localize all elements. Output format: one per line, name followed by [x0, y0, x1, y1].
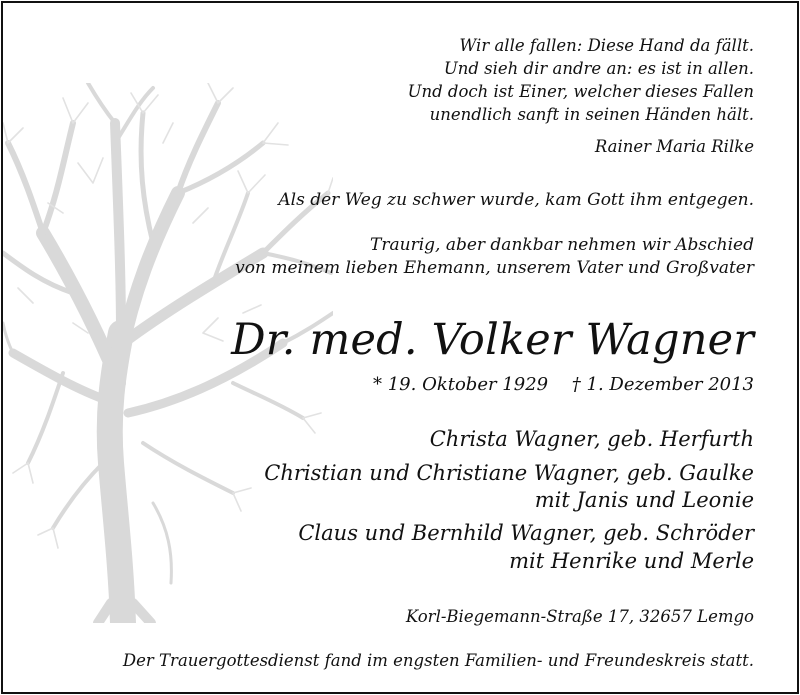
- obituary-notice: [1, 1, 799, 694]
- address: Korl-Biegemann-Straße 17, 32657 Lemgo: [405, 607, 754, 626]
- poem-line-3: Und doch ist Einer, welcher dieses Fallen: [407, 82, 754, 101]
- mourner-3: Claus und Bernhild Wagner, geb. Schröder: [298, 521, 754, 545]
- mourner-2-children: mit Janis und Leonie: [534, 488, 754, 512]
- deceased-name: Dr. med. Volker Wagner: [231, 315, 754, 365]
- quote: Als der Weg zu schwer wurde, kam Gott ihm entgegen.: [278, 190, 754, 210]
- death-date: † 1. Dezember 2013: [571, 374, 754, 395]
- mourner-1: Christa Wagner, geb. Herfurth: [429, 427, 754, 451]
- intro-line-1: Traurig, aber dankbar nehmen wir Abschied: [370, 235, 754, 255]
- birth-date: * 19. Oktober 1929: [373, 374, 549, 395]
- poem-line-2: Und sieh dir andre an: es ist in allen.: [443, 59, 754, 78]
- poem-author: Rainer Maria Rilke: [594, 137, 754, 156]
- service-note: Der Trauergottesdienst fand im engsten Familien- und Freundeskreis statt.: [122, 651, 754, 670]
- poem-line-4: unendlich sanft in seinen Händen hält.: [429, 105, 754, 124]
- mourner-3-children: mit Henrike und Merle: [509, 549, 754, 573]
- poem-line-1: Wir alle fallen: Diese Hand da fällt.: [459, 36, 754, 55]
- intro-line-2: von meinem lieben Ehemann, unserem Vater und Großvater: [235, 258, 754, 278]
- mourner-2: Christian und Christiane Wagner, geb. Gaulke: [264, 461, 754, 485]
